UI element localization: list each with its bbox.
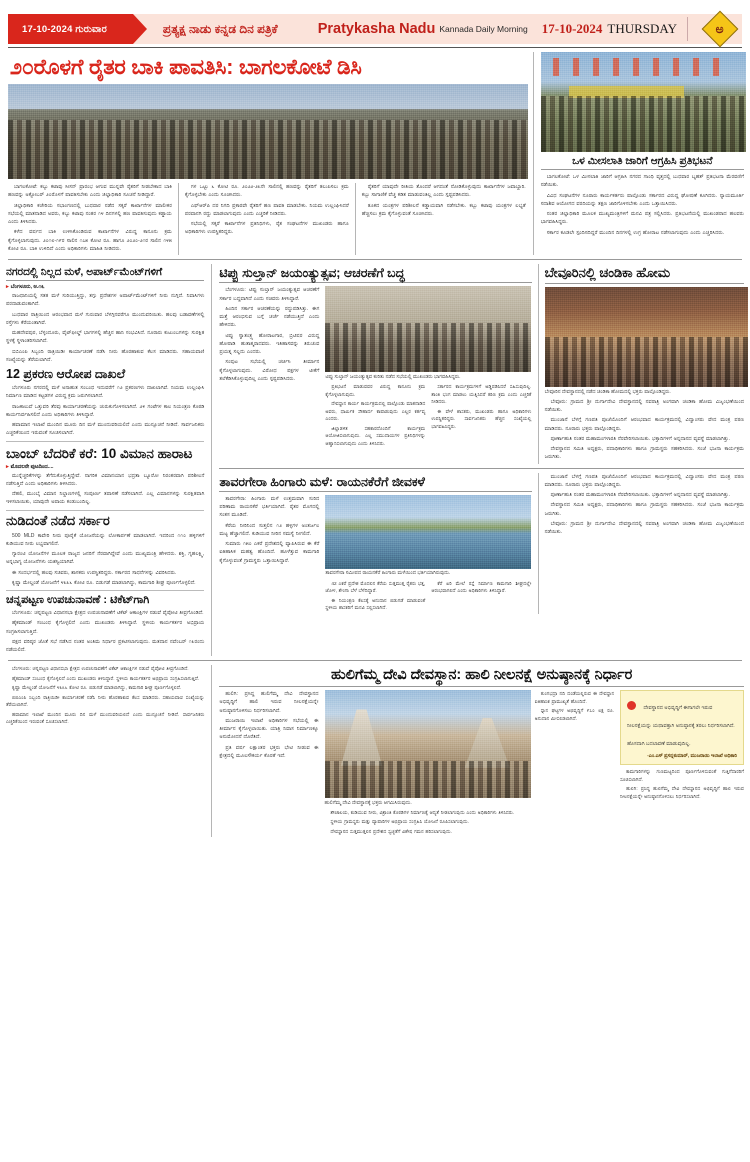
lake-column-2: 42 ಎಕರೆ ಪ್ರದೇಶ ಮೊದಲಿನ ಕೆರೆಯ ಸುತ್ತಮುತ್ತ ರೈತರು ಭತ್ತ, ಜೋಳ, ಶೇಂಗಾ ಬೆಳೆ ಬೆಳೆದಿದ್ದಾರೆ. ಈ ನಿಯಂತ್ರಣ ಕೆಲಸಕ್ಕೆ ಅನುದಾನ ಬಿಡುಗಡೆ ಮಾಡುವಂತೆ ಸ್ಥಳೀಯ ಶಾಸಕರಿಗೆ ಮನವಿ ಸಲ್ಲಿಸಲಾಗಿದೆ. — [325, 580, 426, 611]
temple-photo — [325, 690, 531, 798]
govt-headline: ನುಡಿದಂತೆ ನಡೆದ ಸರ್ಕಾರ — [6, 512, 110, 528]
lead-column-2: ಗಳ ಒಟ್ಟು ೬ ಕೋಟಿ ರೂ. ೨೦೨೨-೨೩ನೇ ಸಾಲಿನಲ್ಲಿ ಹಣವನ್ನು ರೈತರಿಗೆ ತಲುಪಿಸಲು ಕ್ರಮ ಕೈಗೊಳ್ಳಬೇಕು ಎಂದು ಸೂಚಿಸಿದರು. ಎಫ್‌ಆರ್‌ಪಿ ದರ ನಿಗದಿ ಪ್ರಕಾರವೇ ರೈತರಿಗೆ ಹಣ ಪಾವತಿ ಮಾಡಬೇಕು. ನಿಯಮ ಉಲ್ಲಂಘಿಸಿದರೆ ಪರವಾನಗಿ ರದ್ದು ಮಾಡಲಾಗುವುದು ಎಂದು ಎಚ್ಚರಿಕೆ ನೀಡಿದರು. ಸಭೆಯಲ್ಲಿ ಸಕ್ಕರೆ ಕಾರ್ಖಾನೆಗಳ ಪ್ರತಿನಿಧಿಗಳು, ರೈತ ಸಂಘಟನೆಗಳ ಮುಖಂಡರು ಹಾಗೂ ಅಧಿಕಾರಿಗಳು ಉಪಸ್ಥಿತರಿದ್ದರು. — [184, 184, 349, 236]
homa-story — [545, 264, 744, 463]
diamond-logo-icon — [702, 11, 739, 48]
temple-callout-quote — [620, 690, 744, 765]
bypoll-body: ಬೆಂಗಳೂರು: ಚನ್ನಪಟ್ಟಣ ವಿಧಾನಸಭಾ ಕ್ಷೇತ್ರದ ಉಪಚುನಾವಣೆಗೆ ಟಿಕೆಟ್ ಆಕಾಂಕ್ಷಿಗಳ ನಡುವೆ ಪೈಪೋಟಿ ತೀವ್ರಗೊಂಡಿದೆ. ಹೈಕಮಾಂಡ್ ಸಂಬಂಧ ಕೈಗೊಳ್ಳಲಿದೆ ಎಂದು ಮುಖಂಡರು ತಿಳಿಸಿದ್ದಾರೆ. ಸ್ಥಳೀಯ ಕಾರ್ಯಕರ್ತರ ಅಭಿಪ್ರಾಯ ಸಂಗ್ರಹಿಸಲಾಗುತ್ತಿದೆ. ಪಕ್ಷದ ವರಿಷ್ಠರ ಜೊತೆ ಸಭೆ ನಡೆಸಿದ ನಂತರ ಅಂತಿಮ ನಿರ್ಧಾರ ಪ್ರಕಟಿಸಲಾಗುವುದು. ಮತದಾನ ನವೆಂಬರ್ ೧೩ರಂದು ನಡೆಯಲಿದೆ. — [6, 610, 205, 654]
temple-story — [219, 665, 744, 837]
temple-column-4: ಕಾಮಗಾರಿಗಳನ್ನು ಗುಣಮಟ್ಟದಿಂದ ಪೂರ್ಣಗೊಳಿಸುವಂತೆ ಗುತ್ತಿಗೆದಾರರಿಗೆ ಸೂಚಿಸಲಾಗಿದೆ. ಹುಲಿಗಿ: ಪ್ರಸಿದ್ಧ ಹುಲಿಗೆಮ್ಮ ದೇವಿ ದೇವಸ್ಥಾನದ ಅಭಿವೃದ್ಧಿಗೆ ಹಾಲಿ ಇರುವ ನೀಲನಕ್ಷೆಯನ್ನೇ ಅನುಷ್ಠಾನಗೊಳಿಸಲು ನಿರ್ಧರಿಸಲಾಗಿದೆ. — [620, 769, 744, 799]
quote-bullet-icon — [627, 701, 636, 710]
masthead-tagline-kannada: ಪ್ರತ್ಯಕ್ಷ ನಾಡು ಕನ್ನಡ ದಿನ ಪತ್ರಿಕೆ — [162, 21, 278, 36]
protest-photo-rally — [541, 52, 746, 152]
protest-headline: ಒಳ ಮೀಸಲಾತಿ ಜಾರಿಗೆ ಆಗ್ರಹಿಸಿ ಪ್ರತಿಭಟನೆ — [541, 155, 744, 170]
homa-caption: ಬೇವೂರಿನ ದೇವಸ್ಥಾನದಲ್ಲಿ ನಡೆದ ಚಂಡಿಕಾ ಹೋಮದಲ್ಲಿ ಭಕ್ತರು ಪಾಲ್ಗೊಂಡಿದ್ದರು. — [544, 388, 671, 395]
lead-column-1: ಬಾಗಲಕೋಟೆ: ಕಬ್ಬು ಕಟಾವು ಸೀಸನ್ ಪ್ರಾರಂಭ ಆಗುವ ಮುನ್ನವೇ ರೈತರಿಗೆ ನೀಡಬೇಕಾದ ಬಾಕಿ ಹಣವನ್ನು ಅಕ್ಟೋಬರ್ ೨೦ರೊಳಗೆ ಪಾವತಿಸಬೇಕು ಎಂದು ಜಿಲ್ಲಾಧಿಕಾರಿ ಸೂಚನೆ ನೀಡಿದ್ದಾರೆ. ಜಿಲ್ಲಾಧಿಕಾರಿ ಕಚೇರಿಯ ಸಭಾಂಗಣದಲ್ಲಿ ಬುಧವಾರ ನಡೆದ ಸಕ್ಕರೆ ಕಾರ್ಖಾನೆಗಳ ಮಾಲೀಕರ ಸಭೆಯಲ್ಲಿ ಮಾತನಾಡಿದ ಅವರು, ಕಬ್ಬು ಕಟಾವು ನಂತರ ೧೪ ದಿನಗಳಲ್ಲಿ ಹಣ ಪಾವತಿಸುವುದು ಕಡ್ಡಾಯ ಎಂದು ತಿಳಿಸಿದರು. ಕಳೆದ ವರ್ಷದ ಬಾಕಿ ಉಳಿಸಿಕೊಂಡಿರುವ ಕಾರ್ಖಾನೆಗಳ ವಿರುದ್ಧ ಕಾನೂನು ಕ್ರಮ ಕೈಗೊಳ್ಳಲಾಗುವುದು. ೨೦೧೮-೧೯ರ ಸಾಲಿನ ೧೭೫ ಕೋಟಿ ರೂ. ಹಾಗೂ ೨೦೨೦-೨೧ರ ಸಾಲಿನ ೧೪೫ ಕೋಟಿ ರೂ. ಬಾಕಿ ಉಳಿದಿದೆ ಎಂದು ಅಧಿಕಾರಿಗಳು ಮಾಹಿತಿ ನೀಡಿದರು. — [8, 184, 172, 252]
masthead-divider — [687, 17, 688, 41]
govt-body: 500 MLD ಕಾವೇರಿ ನೀರು ಪೂರೈಕೆ ಯೋಜನೆಯನ್ನು ಲೋಕಾರ್ಪಣೆ ಮಾಡಲಾಗಿದೆ. ಇದರಿಂದ ೧೧೦ ಹಳ್ಳಿಗಳಿಗೆ ಕುಡಿಯುವ ನೀರು ಲಭ್ಯವಾಗಲಿದೆ. ಗ್ಯಾರಂಟಿ ಯೋಜನೆಗಳ ಮೂಲಕ ರಾಜ್ಯದ ಜನರಿಗೆ ನೆರವಾಗಿದ್ದೇವೆ ಎಂದು ಮುಖ್ಯಮಂತ್ರಿ ಹೇಳಿದರು. ಶಕ್ತಿ, ಗೃಹಲಕ್ಷ್ಮಿ, ಅನ್ನಭಾಗ್ಯ ಯೋಜನೆಗಳು ಯಶಸ್ವಿಯಾಗಿವೆ. ಈ ಸಂದರ್ಭದಲ್ಲಿ ಹಲವು ಸಚಿವರು, ಶಾಸಕರು ಉಪಸ್ಥಿತರಿದ್ದರು. ಸರ್ಕಾರದ ಸಾಧನೆಗಳನ್ನು ವಿವರಿಸಿದರು. ಕೃಷ್ಣಾ ಮೇಲ್ದಂಡೆ ಯೋಜನೆಗೆ ೪೩೩೬ ಕೋಟಿ ರೂ. ಬಿಡುಗಡೆ ಮಾಡಲಾಗಿದ್ದು, ಕಾಮಗಾರಿ ಶೀಘ್ರ ಪೂರ್ಣಗೊಳ್ಳಲಿದೆ. — [6, 532, 205, 586]
rain-sub1-headline: 12 ಪ್ರಕರಣ ಆರೋಪ ದಾಖಲೆ — [6, 367, 126, 382]
tipu-column-1: ಬೆಂಗಳೂರು: ಟಿಪ್ಪು ಸುಲ್ತಾನ್ ಜಯಂತ್ಯುತ್ಸವ ಆಚರಣೆಗೆ ಸರ್ಕಾರ ಬದ್ಧವಾಗಿದೆ ಎಂದು ಸಚಿವರು ತಿಳಿಸಿದ್ದಾರೆ. ಹಿಂದಿನ ಸರ್ಕಾರ ಆಚರಣೆಯನ್ನು ರದ್ದುಪಡಿಸಿತ್ತು. ಈಗ ಮತ್ತೆ ಆರಂಭಿಸುವ ಬಗ್ಗೆ ಚರ್ಚೆ ನಡೆಯುತ್ತಿದೆ ಎಂದು ಹೇಳಿದರು. ಟಿಪ್ಪು ಸ್ವಾತಂತ್ರ್ಯ ಹೋರಾಟಗಾರ, ಬ್ರಿಟಿಷರ ವಿರುದ್ಧ ಹೋರಾಡಿ ಹುತಾತ್ಮರಾದವರು. ಇತಿಹಾಸವನ್ನು ತಿರುಚುವ ಪ್ರಯತ್ನ ಸಲ್ಲದು ಎಂದರು. ಸಂಪುಟ ಸಭೆಯಲ್ಲಿ ಚರ್ಚಿಸಿ ತೀರ್ಮಾನ ಕೈಗೊಳ್ಳಲಾಗುವುದು. ವಿರೋಧ ಪಕ್ಷಗಳ ಟೀಕೆಗೆ ತಲೆಕೆಡಿಸಿಕೊಳ್ಳುವುದಿಲ್ಲ ಎಂದು ಸ್ಪಷ್ಟಪಡಿಸಿದರು. — [219, 287, 320, 382]
tipu-caption: ಟಿಪ್ಪು ಸುಲ್ತಾನ್ ಜಯಂತ್ಯುತ್ಸವ ಕುರಿತು ನಡೆದ ಸಭೆಯಲ್ಲಿ ಮುಖಂಡರು ಭಾಗವಹಿಸಿದ್ದರು. — [325, 373, 461, 380]
masthead-date-english: 17-10-2024 — [541, 21, 603, 36]
homa-body-continued: ಮುಂಜಾನೆ ಬೆಳಗ್ಗೆ ಗಣಪತಿ ಪೂಜೆಯೊಂದಿಗೆ ಆರಂಭವಾದ ಕಾರ್ಯಕ್ರಮದಲ್ಲಿ ವಿದ್ವಾಂಸರು ವೇದ ಮಂತ್ರ ಪಠಣ ಮಾಡಿದರು. ನೂರಾರು ಭಕ್ತರು ಪಾಲ್ಗೊಂಡಿದ್ದರು. ಪೂರ್ಣಾಹುತಿ ನಂತರ ಮಹಾಮಂಗಳಾರತಿ ನೆರವೇರಿಸಲಾಯಿತು. ಭಕ್ತಾದಿಗಳಿಗೆ ಅನ್ನದಾನದ ವ್ಯವಸ್ಥೆ ಮಾಡಲಾಗಿತ್ತು. ದೇವಸ್ಥಾನದ ಸಮಿತಿ ಅಧ್ಯಕ್ಷರು, ಪದಾಧಿಕಾರಿಗಳು ಹಾಗೂ ಗ್ರಾಮಸ್ಥರು ಸಹಕರಿಸಿದರು. ಸಂಜೆ ಭಜನಾ ಕಾರ್ಯಕ್ರಮ ಜರುಗಿತು. ಬೇವೂರು: ಗ್ರಾಮದ ಶ್ರೀ ದುರ್ಗಾದೇವಿ ದೇವಸ್ಥಾನದಲ್ಲಿ ನವರಾತ್ರಿ ಅಂಗವಾಗಿ ಚಂಡಿಕಾ ಹೋಮ ವಿಜೃಂಭಣೆಯಿಂದ ನಡೆಯಿತು. — [544, 473, 744, 536]
lake-photo — [325, 495, 531, 569]
lake-column-1: ತಾವರಗೇರಾ: ಹಿಂಗಾರು ಮಳೆ ಉತ್ತಮವಾಗಿ ಸುರಿದ ಪರಿಣಾಮ ರಾಯನಕೆರೆ ಭರ್ತಿಯಾಗಿದೆ. ರೈತರ ಮೊಗದಲ್ಲಿ ಸಂತಸ ಮೂಡಿದೆ. ಕೆರೆಯ ನೀರಿನಿಂದ ಸುತ್ತಲಿನ ೧೨ ಹಳ್ಳಿಗಳ ಅಂತರ್ಜಲ ಮಟ್ಟ ಹೆಚ್ಚಾಗಲಿದೆ. ಕುಡಿಯುವ ನೀರಿನ ಸಮಸ್ಯೆ ನೀಗಲಿದೆ. ಸುಮಾರು ೧೫೦ ಎಕರೆ ಪ್ರದೇಶದಲ್ಲಿ ವ್ಯಾಪಿಸಿರುವ ಈ ಕೆರೆ ಐತಿಹಾಸಿಕ ಮಹತ್ವ ಹೊಂದಿದೆ. ಹೂಳೆತ್ತುವ ಕಾಮಗಾರಿ ಕೈಗೊಳ್ಳುವಂತೆ ಗ್ರಾಮಸ್ಥರು ಒತ್ತಾಯಿಸಿದ್ದಾರೆ. — [219, 495, 320, 564]
temple-column-3: ತುಂಗಭದ್ರಾ ನದಿ ದಂಡೆಯಲ್ಲಿರುವ ಈ ದೇವಸ್ಥಾನ ಐತಿಹಾಸಿಕ ಪ್ರಾಮುಖ್ಯತೆ ಹೊಂದಿದೆ. ಸ್ನಾನ ಘಟ್ಟಗಳ ಅಭಿವೃದ್ಧಿಗೆ ೯೭೦ ಲಕ್ಷ ರೂ. ಅನುದಾನ ಮೀಸಲಿಡಲಾಗಿದೆ. — [534, 691, 615, 721]
lead-headline: ೨೦ರೊಳಗೆ ರೈತರ ಬಾಕಿ ಪಾವತಿಸಿ: ಬಾಗಲಕೋಟೆ ಡಿಸಿ — [10, 55, 362, 79]
masthead — [8, 14, 742, 44]
flights-kicker: ▸ ಮೊದಲನೇ ಪುಟದಿಂದ.... — [6, 464, 204, 471]
callout-credit: -ಎಂ.ಎಸ್ ಪ್ರಸನ್ನಕುಮಾರ್, ಮುಜರಾಯಿ ಇಲಾಖೆ ಅಧಿಕಾರಿ — [647, 754, 737, 759]
rain-story — [6, 264, 204, 656]
tipu-photo-meeting — [325, 286, 531, 372]
logo-glyph: ಅ — [716, 21, 724, 36]
masthead-brand-subtitle: Kannada Daily Morning — [439, 24, 528, 34]
lake-column-3: ಕೆರೆ ಏರಿ ಮೇಲೆ ರಸ್ತೆ ನಿರ್ಮಾಣ ಕಾಮಗಾರಿ ಶೀಘ್ರದಲ್ಲೇ ಆರಂಭವಾಗಲಿದೆ ಎಂದು ಅಧಿಕಾರಿಗಳು ತಿಳಿಸಿದ್ದಾರೆ. — [431, 580, 532, 594]
temple-column-2: ಶೌಚಾಲಯ, ಕುಡಿಯುವ ನೀರು, ವಿಶ್ರಾಂತಿ ಕೊಠಡಿಗಳ ನಿರ್ಮಾಣಕ್ಕೆ ಆದ್ಯತೆ ನೀಡಲಾಗುವುದು ಎಂದು ಅಧಿಕಾರಿಗಳು ತಿಳಿಸಿದರು. ಸ್ಥಳೀಯ ಗ್ರಾಮಸ್ಥರು ಮತ್ತು ವ್ಯಾಪಾರಿಗಳ ಅಭಿಪ್ರಾಯ ಸಂಗ್ರಹಿಸಿ ಯೋಜನೆ ರೂಪಿಸಲಾಗುವುದು. ದೇವಸ್ಥಾನದ ಸುತ್ತಮುತ್ತಲಿನ ಪ್ರದೇಶದ ಸ್ವಚ್ಛತೆಗೆ ವಿಶೇಷ ಗಮನ ಹರಿಸಲಾಗುವುದು. — [330, 809, 515, 834]
temple-caption: ಹುಲಿಗೆಮ್ಮ ದೇವಿ ದೇವಸ್ಥಾನಕ್ಕೆ ಭಕ್ತರು ಆಗಮಿಸಿರುವುದು. — [324, 799, 412, 806]
rain-sub1-body: ಬೆಂಗಳೂರು ನಗರದಲ್ಲಿ ಮಳೆ ಅನಾಹುತ ಸಂಬಂಧ ಇದುವರೆಗೆ ೧೨ ಪ್ರಕರಣಗಳು ದಾಖಲಾಗಿವೆ. ನಿಯಮ ಉಲ್ಲಂಘಿಸಿ ನಿರ್ಮಾಣ ಮಾಡಿದ ಕಟ್ಟಡಗಳ ವಿರುದ್ಧ ಕ್ರಮ ಜರುಗಿಸಲಾಗಿದೆ. ರಾಜಕಾಲುವೆ ಒತ್ತುವರಿ ತೆರವು ಕಾರ್ಯಾಚರಣೆಯನ್ನು ಚುರುಕುಗೊಳಿಸಲಾಗಿದೆ. ೨೪ ಗಂಟೆಗಳ ಕಾಲ ನಿಯಂತ್ರಣ ಕೊಠಡಿ ಕಾರ್ಯನಿರ್ವಹಿಸಲಿದೆ ಎಂದು ಅಧಿಕಾರಿಗಳು ತಿಳಿಸಿದ್ದಾರೆ. ಹವಾಮಾನ ಇಲಾಖೆ ಮುಂದಿನ ಮೂರು ದಿನ ಮಳೆ ಮುಂದುವರಿಯಲಿದೆ ಎಂದು ಮುನ್ಸೂಚನೆ ನೀಡಿದೆ. ಸಾರ್ವಜನಿಕರು ಎಚ್ಚರಿಕೆಯಿಂದ ಇರುವಂತೆ ಸೂಚಿಸಲಾಗಿದೆ. — [6, 385, 205, 437]
masthead-date-badge — [8, 14, 133, 44]
bottom-left-continued: ಬೆಂಗಳೂರು: ಚನ್ನಪಟ್ಟಣ ವಿಧಾನಸಭಾ ಕ್ಷೇತ್ರದ ಉಪಚುನಾವಣೆಗೆ ಟಿಕೆಟ್ ಆಕಾಂಕ್ಷಿಗಳ ನಡುವೆ ಪೈಪೋಟಿ ತೀವ್ರಗೊಂಡಿದೆ. ಹೈಕಮಾಂಡ್ ಸಂಬಂಧ ಕೈಗೊಳ್ಳಲಿದೆ ಎಂದು ಮುಖಂಡರು ತಿಳಿಸಿದ್ದಾರೆ. ಸ್ಥಳೀಯ ಕಾರ್ಯಕರ್ತರ ಅಭಿಪ್ರಾಯ ಸಂಗ್ರಹಿಸಲಾಗುತ್ತಿದೆ. ಕೃಷ್ಣಾ ಮೇಲ್ದಂಡೆ ಯೋಜನೆಗೆ ೪೩೩೬ ಕೋಟಿ ರೂ. ಬಿಡುಗಡೆ ಮಾಡಲಾಗಿದ್ದು, ಕಾಮಗಾರಿ ಶೀಘ್ರ ಪೂರ್ಣಗೊಳ್ಳಲಿದೆ. ಬಿಬಿಎಂಪಿ ಸಿಬ್ಬಂದಿ ರಾತ್ರಿಯಿಡೀ ಕಾರ್ಯಾಚರಣೆ ನಡೆಸಿ ನೀರು ಹೊರಹಾಕುವ ಕೆಲಸ ಮಾಡಿದರು. ಸಹಾಯವಾಣಿ ಸಂಖ್ಯೆಯನ್ನು ತೆರೆಯಲಾಗಿದೆ. ಹವಾಮಾನ ಇಲಾಖೆ ಮುಂದಿನ ಮೂರು ದಿನ ಮಳೆ ಮುಂದುವರಿಯಲಿದೆ ಎಂದು ಮುನ್ಸೂಚನೆ ನೀಡಿದೆ. ಸಾರ್ವಜನಿಕರು ಎಚ್ಚರಿಕೆಯಿಂದ ಇರುವಂತೆ ಸೂಚಿಸಲಾಗಿದೆ. — [6, 666, 205, 725]
masthead-logo — [698, 14, 742, 44]
protest-story — [541, 52, 744, 255]
lead-column-3: ರೈತರಿಗೆ ಯಾವುದೇ ರೀತಿಯ ತೊಂದರೆ ಆಗದಂತೆ ನೋಡಿಕೊಳ್ಳುವುದು ಕಾರ್ಖಾನೆಗಳ ಜವಾಬ್ದಾರಿ. ಕಬ್ಬು ಸಾಗಾಣಿಕೆ ವೆಚ್ಚ ಕಡಿತ ಮಾಡುವಂತಿಲ್ಲ ಎಂದು ಸ್ಪಷ್ಟಪಡಿಸಿದರು. ತೂಕದ ಯಂತ್ರಗಳ ಪರಿಶೀಲನೆ ಕಡ್ಡಾಯವಾಗಿ ನಡೆಸಬೇಕು. ಕಬ್ಬು ಕಟಾವು ಯಂತ್ರಗಳ ಲಭ್ಯತೆ ಹೆಚ್ಚಿಸಲು ಕ್ರಮ ಕೈಗೊಳ್ಳುವಂತೆ ಸೂಚಿಸಿದರು. — [361, 184, 526, 217]
protest-body: ಬಾಗಲಕೋಟೆ: ಒಳ ಮೀಸಲಾತಿ ಜಾರಿಗೆ ಆಗ್ರಹಿಸಿ ನಗರದ ಗಾಂಧಿ ವೃತ್ತದಲ್ಲಿ ಬುಧವಾರ ಬೃಹತ್ ಪ್ರತಿಭಟನಾ ಮೆರವಣಿಗೆ ನಡೆಯಿತು. ವಿವಿಧ ಸಂಘಟನೆಗಳ ನೂರಾರು ಕಾರ್ಯಕರ್ತರು ಪಾಲ್ಗೊಂಡು ಸರ್ಕಾರದ ವಿರುದ್ಧ ಘೋಷಣೆ ಕೂಗಿದರು. ನ್ಯಾಯಮೂರ್ತಿ ಸದಾಶಿವ ಆಯೋಗದ ವರದಿಯನ್ನು ತಕ್ಷಣ ಜಾರಿಗೊಳಿಸಬೇಕು ಎಂದು ಒತ್ತಾಯಿಸಿದರು. ನಂತರ ಜಿಲ್ಲಾಧಿಕಾರಿ ಮೂಲಕ ಮುಖ್ಯಮಂತ್ರಿಗಳಿಗೆ ಮನವಿ ಪತ್ರ ಸಲ್ಲಿಸಿದರು. ಪ್ರತಿಭಟನೆಯಲ್ಲಿ ಮುಖಂಡರಾದ ಹಲವರು ಭಾಗವಹಿಸಿದ್ದರು. ಸರ್ಕಾರ ಕೂಡಲೇ ಸ್ಪಂದಿಸದಿದ್ದರೆ ಮುಂದಿನ ದಿನಗಳಲ್ಲಿ ಉಗ್ರ ಹೋರಾಟ ನಡೆಸಲಾಗುವುದು ಎಂದು ಎಚ್ಚರಿಸಿದರು. — [540, 174, 744, 236]
rain-dateline: ▸ ಬೆಂಗಳೂರು, ಅ.೧೬ — [6, 284, 204, 291]
masthead-brand: Pratykasha Nadu — [317, 21, 436, 37]
bypoll-headline: ಚನ್ನಪಟ್ಟಣ ಉಪಚುನಾವಣೆ : ಟಿಕೆಟ್‌ಗಾಗಿ — [6, 594, 150, 607]
homa-photo — [545, 287, 748, 387]
lead-photo-meeting — [8, 84, 528, 179]
flights-headline: ಬಾಂಬ್ ಬೆದರಿಕೆ ಕರೆ: 10 ವಿಮಾನ ಹಾರಾಟ — [6, 445, 193, 461]
newspaper-page — [0, 14, 750, 1162]
tipu-headline: ಟಿಪ್ಪು ಸುಲ್ತಾನ್ ಜಯಂತ್ಯುತ್ಸವ; ಆಚರಣೆಗೆ ಬದ್ಧ — [219, 266, 531, 283]
lake-story — [219, 473, 531, 614]
rain-body: ರಾಜಧಾನಿಯಲ್ಲಿ ಸತತ ಮಳೆ ಸುರಿಯುತ್ತಿದ್ದು, ತಗ್ಗು ಪ್ರದೇಶಗಳ ಅಪಾರ್ಟ್‌ಮೆಂಟ್‌ಗಳಿಗೆ ನೀರು ನುಗ್ಗಿದೆ. ನಿವಾಸಿಗಳು ಪರದಾಡುವಂತಾಗಿದೆ. ಬುಧವಾರ ರಾತ್ರಿಯಿಂದ ಆರಂಭವಾದ ಮಳೆ ಗುರುವಾರ ಬೆಳಗ್ಗಿನವರೆಗೂ ಮುಂದುವರಿಯಿತು. ಹಲವು ಬಡಾವಣೆಗಳಲ್ಲಿ ರಸ್ತೆಗಳು ಕೆರೆಯಂತಾಗಿವೆ. ಮಹದೇವಪುರ, ಬೆಳ್ಳಂದೂರು, ವೈಟ್‌ಫೀಲ್ಡ್ ಭಾಗಗಳಲ್ಲಿ ಹೆಚ್ಚಿನ ಹಾನಿ ಸಂಭವಿಸಿದೆ. ನೂರಾರು ಕುಟುಂಬಗಳನ್ನು ಸುರಕ್ಷಿತ ಸ್ಥಳಕ್ಕೆ ಸ್ಥಳಾಂತರಿಸಲಾಗಿದೆ. ಬಿಬಿಎಂಪಿ ಸಿಬ್ಬಂದಿ ರಾತ್ರಿಯಿಡೀ ಕಾರ್ಯಾಚರಣೆ ನಡೆಸಿ ನೀರು ಹೊರಹಾಕುವ ಕೆಲಸ ಮಾಡಿದರು. ಸಹಾಯವಾಣಿ ಸಂಖ್ಯೆಯನ್ನು ತೆರೆಯಲಾಗಿದೆ. — [6, 293, 205, 363]
flights-body: ಮುನ್ನೆಚ್ಚರಿಕೆಗಳನ್ನು ತೆಗೆದುಕೊಳ್ಳುತ್ತಿದ್ದೇವೆ. ನಾಗರಿಕ ವಿಮಾನಯಾನ ಭದ್ರತಾ ಬ್ಯೂರೋ ನಿರಂತರವಾಗಿ ಪರಿಶೀಲನೆ ನಡೆಸುತ್ತಿದೆ ಎಂದು ಅಧಿಕಾರಿಗಳು ತಿಳಿಸಿದರು. ದೆಹಲಿ, ಮುಂಬೈ ವಿಮಾನ ನಿಲ್ದಾಣಗಳಲ್ಲಿ ಸಂಪೂರ್ಣ ತಪಾಸಣೆ ನಡೆಸಲಾಗಿದೆ. ಎಲ್ಲ ವಿಮಾನಗಳನ್ನು ಸುರಕ್ಷಿತವಾಗಿ ಇಳಿಸಲಾಯಿತು, ಯಾವುದೇ ಅಪಾಯ ಕಂಡುಬಂದಿಲ್ಲ. — [6, 472, 205, 506]
temple-headline: ಹುಲಿಗೆಮ್ಮ ದೇವಿ ದೇವಸ್ಥಾನ: ಹಾಲಿ ನೀಲನಕ್ಷೆ ಅನುಷ್ಠಾನಕ್ಕೆ ನಿರ್ಧಾರ — [219, 667, 744, 687]
temple-column-1: ಹುಲಿಗಿ: ಪ್ರಸಿದ್ಧ ಹುಲಿಗೆಮ್ಮ ದೇವಿ ದೇವಸ್ಥಾನದ ಅಭಿವೃದ್ಧಿಗೆ ಹಾಲಿ ಇರುವ ನೀಲನಕ್ಷೆಯನ್ನೇ ಅನುಷ್ಠಾನಗೊಳಿಸಲು ನಿರ್ಧರಿಸಲಾಗಿದೆ. ಮುಜರಾಯಿ ಇಲಾಖೆ ಅಧಿಕಾರಿಗಳ ಸಭೆಯಲ್ಲಿ ಈ ತೀರ್ಮಾನ ಕೈಗೊಳ್ಳಲಾಯಿತು. ಯಾತ್ರಿ ನಿವಾಸ ನಿರ್ಮಾಣಕ್ಕೂ ಅನುಮೋದನೆ ದೊರೆತಿದೆ. ಪ್ರತಿ ವರ್ಷ ಲಕ್ಷಾಂತರ ಭಕ್ತರು ಭೇಟಿ ನೀಡುವ ಈ ಕ್ಷೇತ್ರದಲ್ಲಿ ಮೂಲಸೌಕರ್ಯ ಕೊರತೆ ಇದೆ. — [219, 691, 319, 759]
tipu-column-2: ಪ್ರತಿಭಟನೆ ಮಾಡುವವರ ವಿರುದ್ಧ ಕಾನೂನು ಕ್ರಮ ಕೈಗೊಳ್ಳಲಾಗುವುದು. ದೇವಸ್ಥಾನ ಕಾರ್ಯ ಕಾರ್ಯಕ್ರಮದಲ್ಲಿ ಪಾಲ್ಗೊಂಡು ಮಾತನಾಡಿದ ಅವರು, ಧಾರ್ಮಿಕ ಸೌಹಾರ್ದ ಕಾಪಾಡುವುದು ಎಲ್ಲರ ಕರ್ತವ್ಯ ಎಂದರು. ಜಿಲ್ಲಾಡಳಿತ ಸಹಕಾರದೊಂದಿಗೆ ಕಾರ್ಯಕ್ರಮ ಆಯೋಜಿಸಲಾಗುವುದು. ಎಲ್ಲ ಸಮುದಾಯಗಳ ಪ್ರತಿನಿಧಿಗಳನ್ನು ಆಹ್ವಾನಿಸಲಾಗುವುದು ಎಂದು ತಿಳಿಸಿದರು. — [325, 384, 426, 446]
masthead-date-kannada: 17-10-2024 ಗುರುವಾರ — [22, 23, 107, 35]
rain-headline: ನಗರದಲ್ಲಿ ನಿಲ್ಲದ ಮಳೆ, ಅಪಾರ್ಟ್‌ಮೆಂಟ್‌ಗಳಿಗೆ — [6, 266, 204, 281]
lake-headline: ತಾವರಗೇರಾ ಹಿಂಗಾರು ಮಳೆ: ರಾಯನಕೆರೆಗೆ ಜೀವಕಳೆ — [219, 475, 531, 492]
homa-headline: ಬೇವೂರಿನಲ್ಲಿ ಚಂಡಿಕಾ ಹೋಮ — [545, 266, 744, 284]
lake-caption: ತಾವರಗೇರಾ ಸಮೀಪದ ರಾಯನಕೆರೆ ಹಿಂಗಾರು ಮಳೆಯಿಂದ ಭರ್ತಿಯಾಗಿರುವುದು. — [325, 570, 451, 577]
masthead-day-english: THURSDAY — [607, 21, 677, 36]
callout-text: ದೇವಸ್ಥಾನದ ಅಭಿವೃದ್ಧಿಗೆ ಈಗಾಗಲೇ ಇರುವ ನೀಲನಕ್ಷೆಯನ್ನು ಯಥಾವತ್ತಾಗಿ ಅನುಷ್ಠಾನಕ್ಕೆ ತರಲು ನಿರ್ಧರಿಸಲಾಗಿದೆ. ಹೊಸದಾಗಿ ಬದಲಾವಣೆ ಮಾಡುವುದಿಲ್ಲ. — [627, 705, 735, 747]
tipu-column-3: ಸರ್ಕಾರದ ಕಾರ್ಯಕ್ರಮಗಳಿಗೆ ಅಡ್ಡಿಪಡಿಸಿದರೆ ಸಹಿಸುವುದಿಲ್ಲ. ಶಾಂತಿ ಭಂಗ ಮಾಡಲು ಯತ್ನಿಸಿದರೆ ಕಠಿಣ ಕ್ರಮ ಎಂದು ಎಚ್ಚರಿಕೆ ನೀಡಿದರು. ಈ ವೇಳೆ ಶಾಸಕರು, ಮುಖಂಡರು ಹಾಗೂ ಅಧಿಕಾರಿಗಳು ಉಪಸ್ಥಿತರಿದ್ದರು. ಸಾರ್ವಜನಿಕರು ಹೆಚ್ಚಿನ ಸಂಖ್ಯೆಯಲ್ಲಿ ಭಾಗವಹಿಸಿದ್ದರು. — [431, 384, 532, 429]
homa-body: ಬೇವೂರು: ಗ್ರಾಮದ ಶ್ರೀ ದುರ್ಗಾದೇವಿ ದೇವಸ್ಥಾನದಲ್ಲಿ ನವರಾತ್ರಿ ಅಂಗವಾಗಿ ಚಂಡಿಕಾ ಹೋಮ ವಿಜೃಂಭಣೆಯಿಂದ ನಡೆಯಿತು. ಮುಂಜಾನೆ ಬೆಳಗ್ಗೆ ಗಣಪತಿ ಪೂಜೆಯೊಂದಿಗೆ ಆರಂಭವಾದ ಕಾರ್ಯಕ್ರಮದಲ್ಲಿ ವಿದ್ವಾಂಸರು ವೇದ ಮಂತ್ರ ಪಠಣ ಮಾಡಿದರು. ನೂರಾರು ಭಕ್ತರು ಪಾಲ್ಗೊಂಡಿದ್ದರು. ಪೂರ್ಣಾಹುತಿ ನಂತರ ಮಹಾಮಂಗಳಾರತಿ ನೆರವೇರಿಸಲಾಯಿತು. ಭಕ್ತಾದಿಗಳಿಗೆ ಅನ್ನದಾನದ ವ್ಯವಸ್ಥೆ ಮಾಡಲಾಗಿತ್ತು. ದೇವಸ್ಥಾನದ ಸಮಿತಿ ಅಧ್ಯಕ್ಷರು, ಪದಾಧಿಕಾರಿಗಳು ಹಾಗೂ ಗ್ರಾಮಸ್ಥರು ಸಹಕರಿಸಿದರು. ಸಂಜೆ ಭಜನಾ ಕಾರ್ಯಕ್ರಮ ಜರುಗಿತು. — [544, 398, 744, 461]
